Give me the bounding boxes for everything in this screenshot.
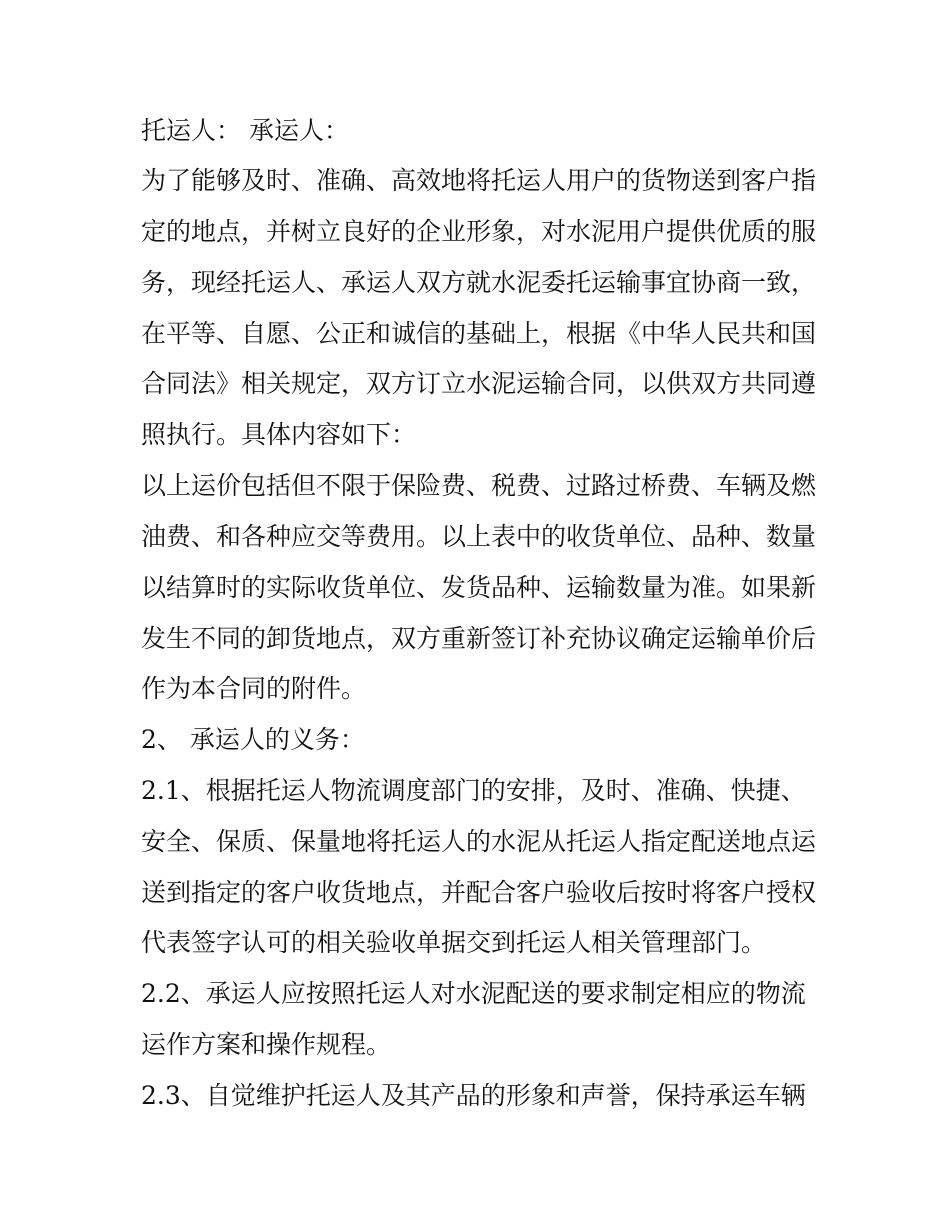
price-paragraph-line-5: 作为本合同的附件。 — [141, 674, 367, 703]
intro-paragraph-line-1: 为了能够及时、准确、高效地将托运人用户的货物送到客户指 — [141, 166, 817, 195]
price-paragraph-line-3: 以结算时的实际收货单位、发货品种、运输数量为准。如果新 — [141, 573, 817, 602]
clause-2-1-line-3: 送到指定的客户收货地点，并配合客户验收后按时将客户授权 — [141, 878, 817, 907]
price-paragraph-line-4: 发生不同的卸货地点，双方重新签订补充协议确定运输单价后 — [141, 624, 817, 653]
party-header-line: 托运人： 承运人： — [141, 116, 349, 145]
clause-2-2-line-2: 运作方案和操作规程。 — [141, 1030, 392, 1059]
price-paragraph-line-2: 油费、和各种应交等费用。以上表中的收货单位、品种、数量 — [141, 522, 817, 551]
intro-paragraph-line-6: 照执行。具体内容如下： — [141, 420, 417, 449]
intro-paragraph-line-3: 务，现经托运人、承运人双方就水泥委托运输事宜协商一致， — [141, 268, 817, 297]
price-paragraph-line-1: 以上运价包括但不限于保险费、税费、过路过桥费、车辆及燃 — [141, 471, 817, 500]
clause-2-3-line-1: 2.3、自觉维护托运人及其产品的形象和声誉，保持承运车辆 — [141, 1081, 806, 1110]
section-heading-carrier-duties: 2、 承运人的义务： — [141, 725, 365, 754]
clause-2-2-line-1: 2.2、承运人应按照托运人对水泥配送的要求制定相应的物流 — [141, 979, 806, 1008]
clause-2-1-line-2: 安全、保质、保量地将托运人的水泥从托运人指定配送地点运 — [141, 827, 817, 856]
intro-paragraph-line-5: 合同法》相关规定，双方订立水泥运输合同，以供双方共同遵 — [141, 369, 817, 398]
clause-2-1-line-4: 代表签字认可的相关验收单据交到托运人相关管理部门。 — [141, 928, 767, 957]
intro-paragraph-line-2: 定的地点，并树立良好的企业形象，对水泥用户提供优质的服 — [141, 217, 817, 246]
intro-paragraph-line-4: 在平等、自愿、公正和诚信的基础上，根据《中华人民共和国 — [141, 319, 817, 348]
clause-2-1-line-1: 2.1、根据托运人物流调度部门的安排，及时、准确、快捷、 — [141, 776, 806, 805]
